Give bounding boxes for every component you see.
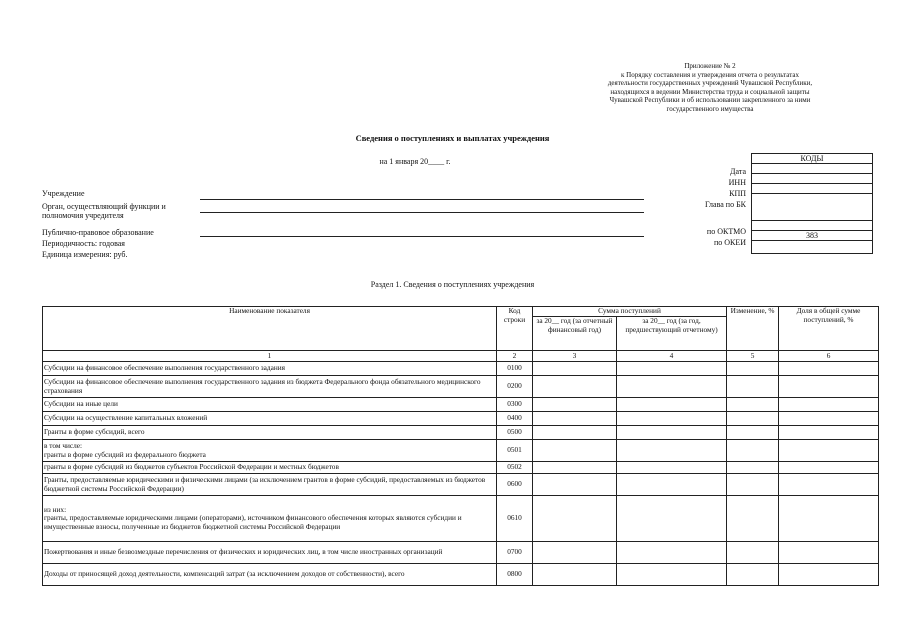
share-cell[interactable] [779,496,879,542]
sum-current-cell[interactable] [533,398,617,412]
row-code: 0501 [497,440,533,462]
col-number: 5 [727,351,779,362]
change-cell[interactable] [727,398,779,412]
codes-header: КОДЫ [752,154,873,164]
appendix-line: к Порядку составления и утверждения отчета о результатах [621,70,799,79]
header-sum-previous: за 20__ год (за год, предшествующий отчетному) [617,317,727,351]
change-cell[interactable] [727,462,779,474]
row-name: Доходы от приносящей доход деятельности, компенсаций затрат (за исключением доходов от собственности), всего [43,564,497,586]
sum-current-cell[interactable] [533,426,617,440]
table-row [43,376,879,398]
sum-current-cell[interactable] [533,462,617,474]
row-code: 0600 [497,474,533,496]
founder-label-2: полномочия учредителя [42,211,124,220]
row-name: Субсидии на финансовое обеспечение выполнения государственного задания из бюджета Федерального фонда обязательного медицинского страхования [43,376,497,398]
change-cell[interactable] [727,564,779,586]
sum-previous-cell[interactable] [617,362,727,376]
share-cell[interactable] [779,362,879,376]
unit-label: Единица измерения: руб. [42,250,128,259]
table-row [43,496,879,542]
change-cell[interactable] [727,412,779,426]
sum-previous-cell[interactable] [617,412,727,426]
row-code: 0200 [497,376,533,398]
sum-previous-cell[interactable] [617,398,727,412]
row-code: 0400 [497,412,533,426]
table-row [43,412,879,426]
founder-label-1: Орган, осуществляющий функции и [42,202,166,211]
sum-current-cell[interactable] [533,474,617,496]
col-number: 3 [533,351,617,362]
row-code: 0610 [497,496,533,542]
periodicity-label: Периодичность: годовая [42,239,125,248]
col-number: 6 [779,351,879,362]
row-code: 0800 [497,564,533,586]
row-name: в том числе: гранты в форме субсидий из федерального бюджета [43,440,497,462]
table-row [43,542,879,564]
sum-previous-cell[interactable] [617,462,727,474]
row-name: Гранты в форме субсидий, всего [43,426,497,440]
sum-current-cell[interactable] [533,440,617,462]
row-code: 0700 [497,542,533,564]
okei-label: по ОКЕИ [713,238,746,247]
appendix-line: находящихся в ведении Министерства труда и социальной защиты [610,87,810,96]
header-code: Код строки [497,307,533,351]
public-entity-field[interactable] [200,236,644,237]
header-name: Наименование показателя [43,307,497,351]
sum-previous-cell[interactable] [617,474,727,496]
blank-code-cell[interactable] [752,241,873,254]
sum-previous-cell[interactable] [617,564,727,586]
inn-label: ИНН [728,178,746,187]
sum-previous-cell[interactable] [617,542,727,564]
row-name: Субсидии на иные цели [43,398,497,412]
share-cell[interactable] [779,564,879,586]
share-cell[interactable] [779,376,879,398]
founder-field[interactable] [200,212,644,213]
date-code-cell[interactable] [752,164,873,174]
col-number: 4 [617,351,727,362]
share-cell[interactable] [779,398,879,412]
appendix-line: Чувашской Республики и об использовании закрепленного за ними [609,96,811,104]
document-title: Сведения о поступлениях и выплатах учреждения [355,133,550,143]
appendix-line: государственного имущества [666,104,754,113]
sum-previous-cell[interactable] [617,440,727,462]
share-cell[interactable] [779,542,879,564]
kpp-label: КПП [729,189,746,198]
col-number: 1 [43,351,497,362]
share-cell[interactable] [779,474,879,496]
sum-current-cell[interactable] [533,542,617,564]
row-code: 0502 [497,462,533,474]
sum-current-cell[interactable] [533,496,617,542]
sum-previous-cell[interactable] [617,376,727,398]
row-name: Гранты, предоставляемые юридическими и физическими лицами (за исключением грантов в форме субсидий, предоставляемых из бюджетов бюджетной системы Российской Федерации) [43,474,497,496]
share-cell[interactable] [779,426,879,440]
header-share: Доля в общей сумме поступлений, % [779,307,879,351]
col-number: 2 [497,351,533,362]
row-code: 0500 [497,426,533,440]
share-cell[interactable] [779,412,879,426]
date-code-label: Дата [730,167,746,176]
appendix-line: деятельности государственных учреждений Чувашской Республики, [607,79,813,87]
change-cell[interactable] [727,426,779,440]
table-row [43,564,879,586]
table-row [43,440,879,462]
institution-label: Учреждение [42,189,85,198]
section-title: Раздел 1. Сведения о поступлениях учреждения [370,280,535,289]
table-row [43,462,879,474]
table-row [43,362,879,376]
oktmo-label: по ОКТМО [706,227,746,236]
share-cell[interactable] [779,440,879,462]
row-code: 0100 [497,362,533,376]
row-name: Пожертвования и иные безвозмездные перечисления от физических и юридических лиц, в том числе иностранных организаций [43,542,497,564]
change-cell[interactable] [727,440,779,462]
row-name: Субсидии на осуществление капитальных вложений [43,412,497,426]
glava-cell[interactable] [752,194,873,221]
table-row [43,398,879,412]
report-date: на 1 января 20____ г. [379,157,451,166]
sum-previous-cell[interactable] [617,496,727,542]
sum-previous-cell[interactable] [617,426,727,440]
change-cell[interactable] [727,496,779,542]
row-name: из них: гранты, предоставляемые юридическими лицами (операторами), источником финансового обеспечения которых являются субсидии и имущественные взносы, полученные из бюджетов бюджетной системы Российской Федерации [43,496,497,542]
oktmo-cell[interactable] [752,221,873,231]
codes-table [751,153,873,254]
row-name: гранты в форме субсидий из бюджетов субъектов Российской Федерации и местных бюджетов [43,462,497,474]
sum-current-cell[interactable] [533,412,617,426]
row-name: Субсидии на финансовое обеспечение выполнения государственного задания [43,362,497,376]
change-cell[interactable] [727,376,779,398]
change-cell[interactable] [727,542,779,564]
row-code: 0300 [497,398,533,412]
change-cell[interactable] [727,362,779,376]
header-sum: Сумма поступлений [533,307,727,317]
okei-cell[interactable]: 383 [752,231,873,241]
share-cell[interactable] [779,462,879,474]
sum-current-cell[interactable] [533,362,617,376]
appendix-note [560,62,860,113]
glava-label: Глава по БК [705,200,746,209]
header-sum-current: за 20__ год (за отчетный финансовый год) [533,317,617,351]
receipts-table [42,306,879,586]
kpp-cell[interactable] [752,184,873,194]
sum-current-cell[interactable] [533,564,617,586]
sum-current-cell[interactable] [533,376,617,398]
table-row [43,426,879,440]
header-change: Изменение, % [727,307,779,351]
institution-field[interactable] [200,199,644,200]
public-entity-label: Публично-правовое образование [42,228,154,237]
inn-cell[interactable] [752,174,873,184]
change-cell[interactable] [727,474,779,496]
table-row [43,474,879,496]
appendix-line: Приложение № 2 [684,62,736,70]
